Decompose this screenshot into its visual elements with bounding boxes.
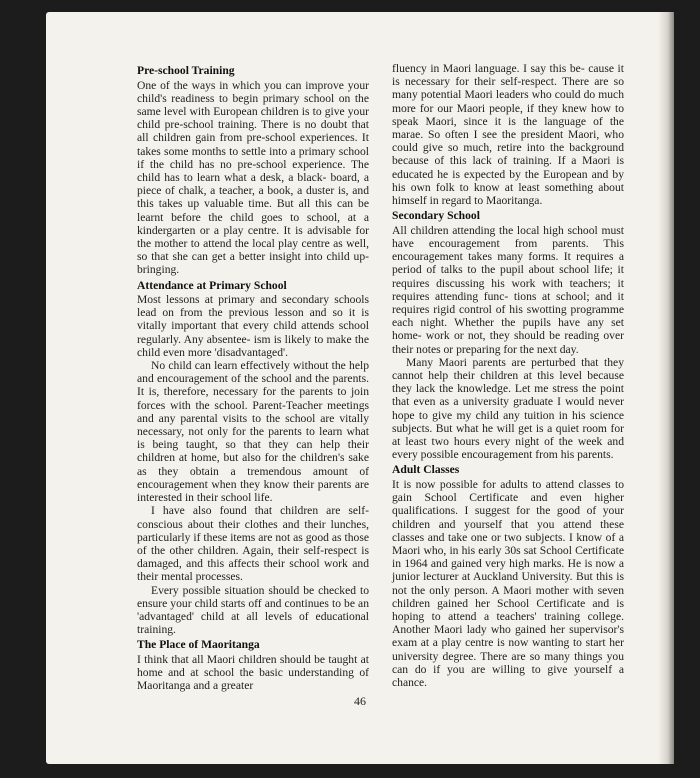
paragraph: I have also found that children are self- conscious about their clothes and their lunches, particularly if these items are not as good as those of the other children. Again, their self-respect is damaged, and this affects their school work and their mental processes.: [137, 504, 369, 584]
paragraph: No child can learn effectively without the help and encouragement of the school and the parents. It is, therefore, necessary for the parents to join forces with the school. Parent-Teacher meetings and any parental visits to the school are vitally necessary, not only for the parents to learn what is being taught, so that they can help their children at home, but also for the children's sake as they obtain a tremendous amount of encouragement when they know their parents are interested in their school life.: [137, 359, 369, 505]
left-column: [137, 62, 369, 692]
paragraph: Every possible situation should be checked to ensure your child starts off and continues to be an 'advantaged' child at all levels of educational training.: [137, 583, 369, 637]
paragraph: All children attending the local high school must have encouragement from parents. This encouragement takes many forms. It requires a period of talks to the pupil about school life; it requires discussing his work with teachers; it requires attending func- tions at school; and it requires rigid control of his swotting programme each night. Whether the pupils have any set home- work or not, they should be reading over their notes or preparing for the next day.: [392, 223, 624, 356]
page-gutter-shadow: [658, 12, 674, 764]
paragraph: I think that all Maori children should be taught at home and at school the basic understanding of Maoritanga and a greater: [137, 652, 369, 693]
book-page: [46, 12, 674, 764]
section-heading: Attendance at Primary School: [137, 278, 287, 292]
paragraph: It is now possible for adults to attend classes to gain School Certificate and even higher qualifications. I suggest for the good of your children and yourself that you attend these classes and take one or two subjects. I know of a Maori who, in his early 30s sat School Certificate in 1964 and gained very high marks. He is now a junior lecturer at Auckland University. But this is not the only person. A Maori mother with seven children gained her School Certificate and is hoping to attend a teachers' training college. Another Maori lady who gained her supervisor's exam at a play centre is now wanting to start her university degree. There are so many things you can do if you are willing to give yourself a chance.: [392, 477, 624, 689]
page-number: 46: [354, 694, 366, 708]
section-heading: Secondary School: [392, 209, 480, 223]
paragraph: One of the ways in which you can improve your child's readiness to begin primary school on the same level with European children is to give your child pre-school training. There is no doubt that all children gain from pre-school experiences. It takes some months to settle into a primary school if the child has no pre-school experience. The child has to learn what a desk, a black- board, a piece of chalk, a teacher, a book, a duster is, and this takes up valuable time. But all this can be learnt before the child goes to school, at a kindergarten or a play centre. It is advisable for the mother to attend the local play centre as well, so that she can get a better insight into child up- bringing.: [137, 78, 369, 277]
paragraph: Many Maori parents are perturbed that they cannot help their children at this level because they lack the knowledge. Let me stress the point that even as a university graduate I would never hope to give my child any tuition in his science subjects. But what he will get is a quiet room for at least two hours every night of the week and every possible encouragement from his parents.: [392, 355, 624, 462]
section-heading: Pre-school Training: [137, 64, 235, 77]
paragraph: Most lessons at primary and secondary schools lead on from the previous lesson and so it is vitally important that every child attends school regularly. Any absentee- ism is likely to make the child even more 'disadvantaged'.: [137, 293, 369, 359]
paragraph: fluency in Maori language. I say this be- cause it is necessary for their self-respect. There are so many potential Maori leaders who could do much more for our Maori people, if they knew how to speak Maori, since it is the language of the marae. So often I see the president Maori, who could give so much, retire into the background because of this lack of training. If a Maori is educated he is expected by the European and by his own folk to know at least something about himself in regard to Maoritanga.: [392, 62, 624, 208]
section-heading: The Place of Maoritanga: [137, 638, 260, 652]
section-heading: Adult Classes: [392, 463, 460, 477]
right-column: [392, 62, 624, 689]
